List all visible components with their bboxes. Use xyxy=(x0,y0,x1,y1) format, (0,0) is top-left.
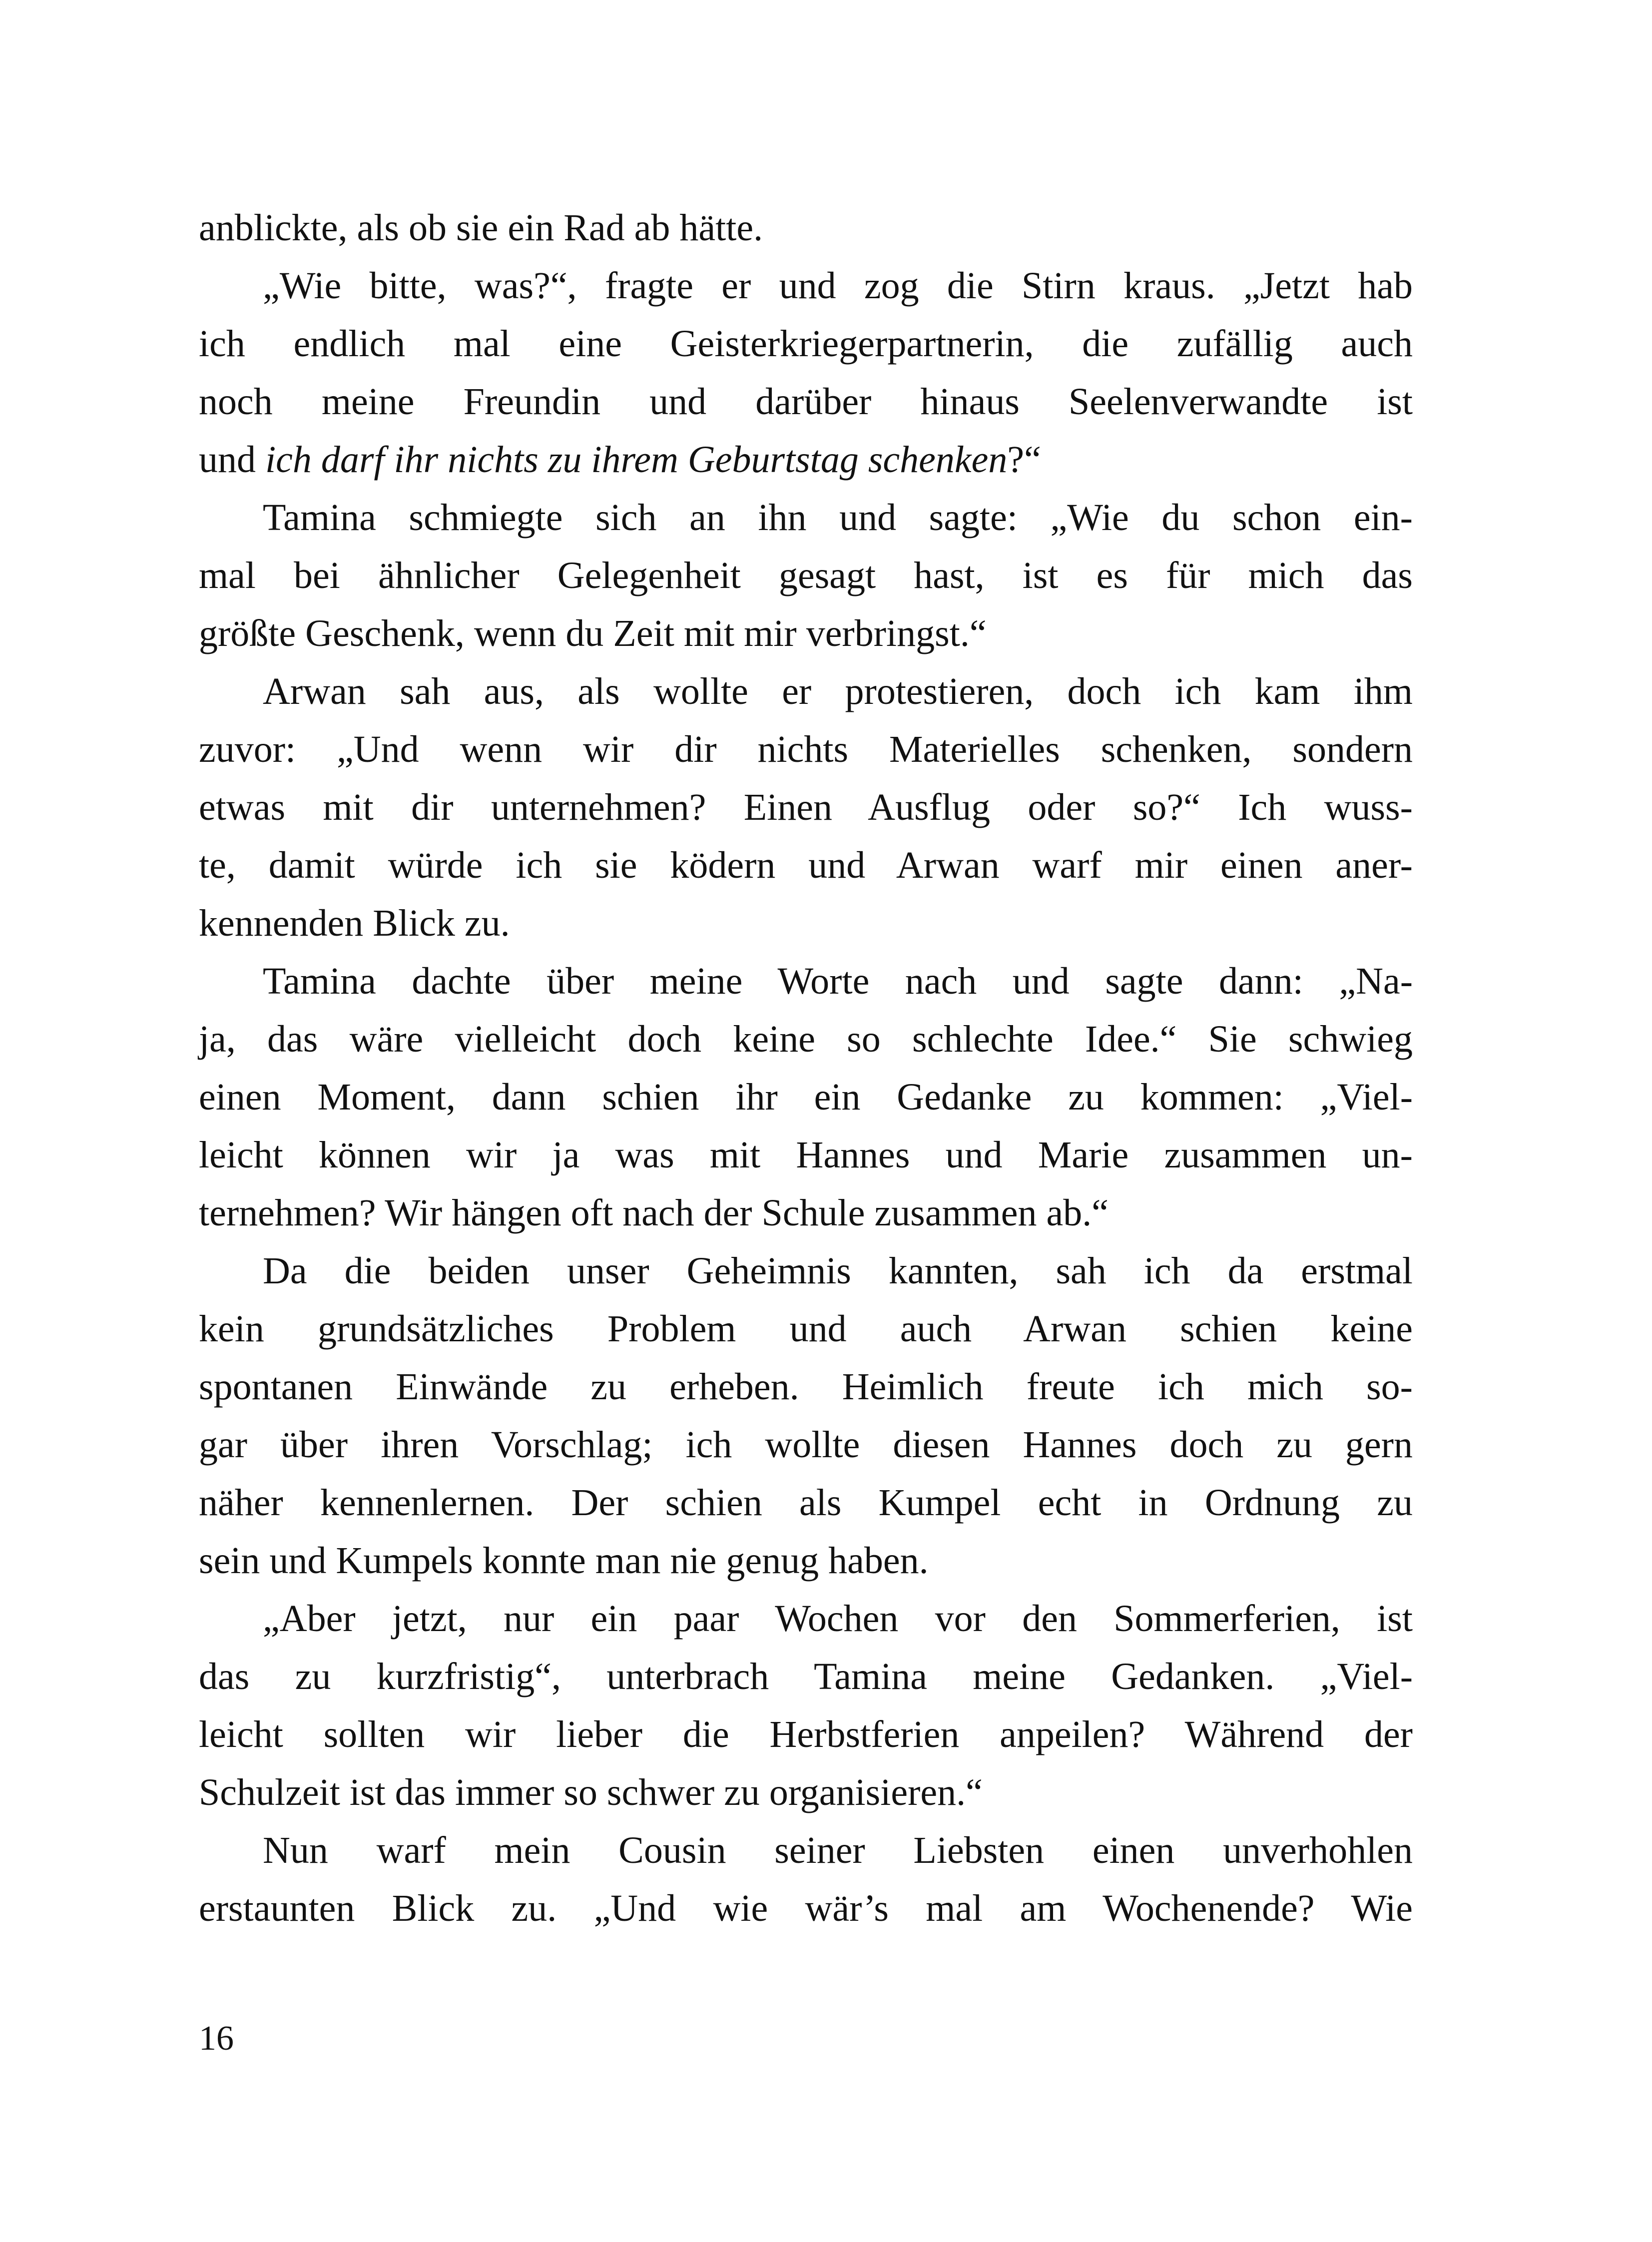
text-line: das zu kurzfristig“, unterbrach Tamina meine Gedanken. „Viel- xyxy=(199,1656,1413,1697)
text-line: ja, das wäre vielleicht doch keine so schlechte Idee.“ Sie schwieg xyxy=(199,1018,1413,1060)
text-line: anblickte, als ob sie ein Rad ab hätte. xyxy=(199,207,763,249)
text-line: te, damit würde ich sie ködern und Arwan warf mir einen aner- xyxy=(199,844,1413,886)
text-line: spontanen Einwände zu erheben. Heimlich freute ich mich so- xyxy=(199,1366,1413,1408)
text-line: ternehmen? Wir hängen oft nach der Schule zusammen ab.“ xyxy=(199,1192,1108,1234)
text-line: einen Moment, dann schien ihr ein Gedanke zu kommen: „Viel- xyxy=(199,1076,1413,1118)
text-line: Arwan sah aus, als wollte er protestieren, doch ich kam ihm xyxy=(263,670,1413,712)
text-line: sein und Kumpels konnte man nie genug haben. xyxy=(199,1540,929,1582)
text-line: leicht sollten wir lieber die Herbstferien anpeilen? Während der xyxy=(199,1713,1413,1755)
body-text xyxy=(199,199,1413,1937)
text-line xyxy=(199,431,1413,489)
text-segment: und xyxy=(199,439,265,481)
text-line: Nun warf mein Cousin seiner Liebsten einen unverhohlen xyxy=(263,1829,1413,1871)
text-line: kennenden Blick zu. xyxy=(199,902,510,944)
text-line: größte Geschenk, wenn du Zeit mit mir verbringst.“ xyxy=(199,612,987,654)
text-line: gar über ihren Vorschlag; ich wollte diesen Hannes doch zu gern xyxy=(199,1424,1413,1466)
page-number: 16 xyxy=(199,2019,234,2058)
text-line: ich endlich mal eine Geisterkriegerpartnerin, die zufällig auch xyxy=(199,323,1413,365)
text-line: näher kennenlernen. Der schien als Kumpel echt in Ordnung zu xyxy=(199,1482,1413,1524)
italic-text: ich darf ihr nichts zu ihrem Geburtstag schenken xyxy=(265,439,1008,481)
text-line: kein grundsätzliches Problem und auch Arwan schien keine xyxy=(199,1308,1413,1350)
text-line: etwas mit dir unternehmen? Einen Ausflug oder so?“ Ich wuss- xyxy=(199,786,1413,828)
text-line: Schulzeit ist das immer so schwer zu organisieren.“ xyxy=(199,1771,983,1813)
text-line: erstaunten Blick zu. „Und wie wär’s mal am Wochenende? Wie xyxy=(199,1887,1413,1929)
text-line: „Wie bitte, was?“, fragte er und zog die Stirn kraus. „Jetzt hab xyxy=(263,265,1413,307)
text-line: zuvor: „Und wenn wir dir nichts Materielles schenken, sondern xyxy=(199,728,1413,770)
text-line: Da die beiden unser Geheimnis kannten, sah ich da erstmal xyxy=(263,1250,1413,1292)
text-segment: ?“ xyxy=(1007,439,1041,481)
text-line: Tamina schmiegte sich an ihn und sagte: „Wie du schon ein- xyxy=(263,497,1413,539)
text-line: leicht können wir ja was mit Hannes und Marie zusammen un- xyxy=(199,1134,1413,1176)
text-line: noch meine Freundin und darüber hinaus Seelenverwandte ist xyxy=(199,381,1413,423)
text-line: Tamina dachte über meine Worte nach und sagte dann: „Na- xyxy=(263,960,1413,1002)
text-line: mal bei ähnlicher Gelegenheit gesagt hast, ist es für mich das xyxy=(199,555,1413,596)
text-line: „Aber jetzt, nur ein paar Wochen vor den Sommerferien, ist xyxy=(263,1598,1413,1640)
